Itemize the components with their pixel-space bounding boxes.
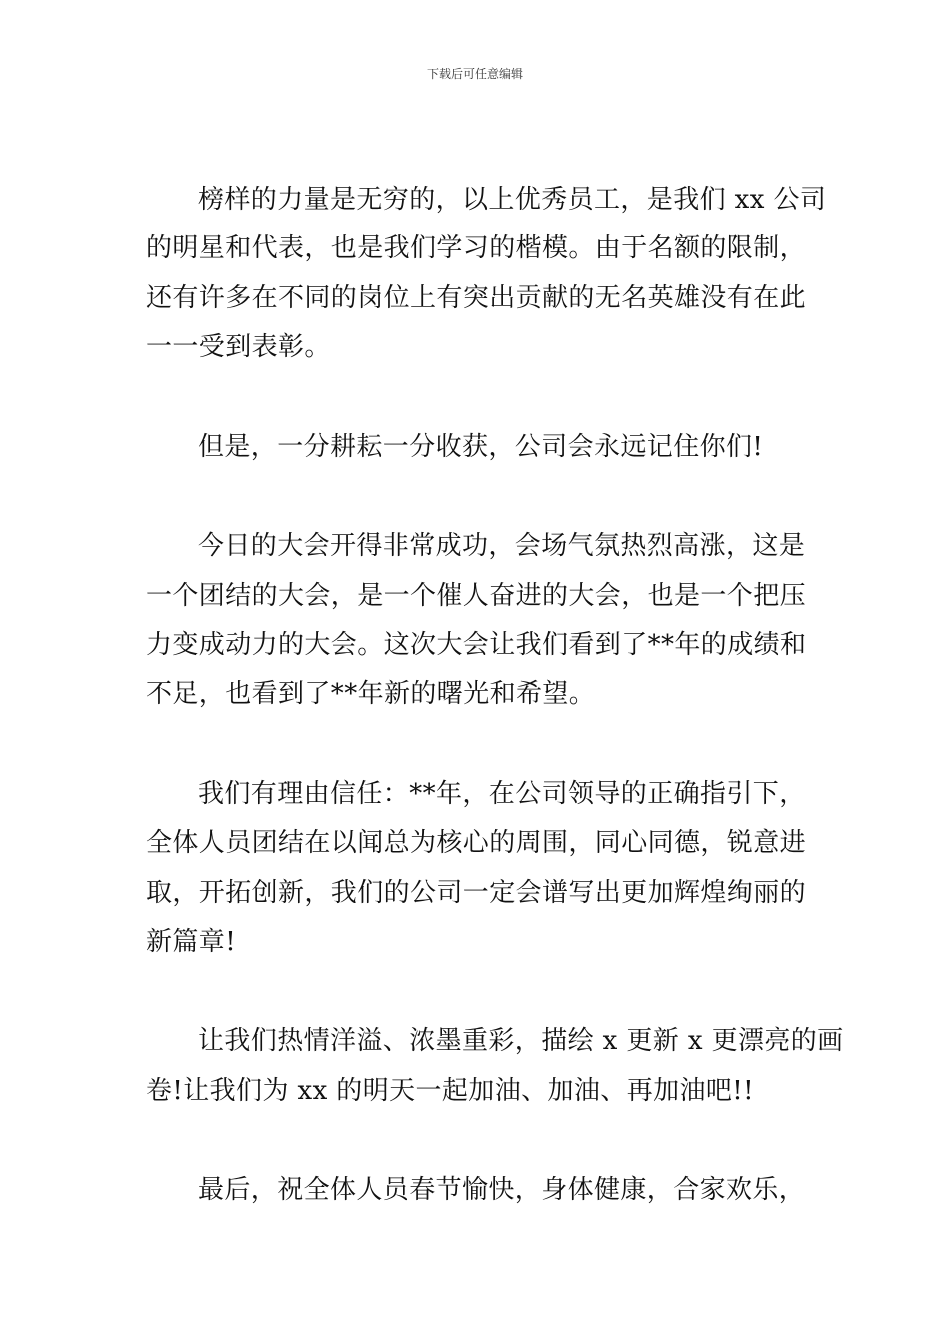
- paragraph-line: 榜样的力量是无穷的，以上优秀员工，是我们 xx 公司: [198, 185, 827, 215]
- paragraph-line: 卷!让我们为 xx 的明天一起加油、加油、再加油吧!!: [146, 1076, 755, 1106]
- paragraph-line: 今日的大会开得非常成功，会场气氛热烈高涨，这是: [198, 531, 806, 561]
- paragraph-line: 我们有理由信任：**年，在公司领导的正确指引下，: [198, 779, 806, 809]
- paragraph-line: 让我们热情洋溢、浓墨重彩，描绘 x 更新 x 更漂亮的画: [198, 1026, 844, 1056]
- paragraph-line: 最后，祝全体人员春节愉快，身体健康，合家欢乐，: [198, 1175, 806, 1205]
- paragraph-line: 力变成动力的大会。这次大会让我们看到了**年的成绩和: [146, 630, 807, 660]
- paragraph-line: 新篇章!: [146, 927, 237, 957]
- paragraph-line: 一一受到表彰。: [146, 332, 331, 362]
- paragraph-line: 不足，也看到了**年新的曙光和希望。: [146, 679, 596, 709]
- paragraph-line: 但是，一分耕耘一分收获，公司会永远记住你们!: [198, 432, 764, 462]
- page-header: 下载后可任意编辑: [426, 67, 523, 81]
- paragraph-line: 全体人员团结在以闻总为核心的周围，同心同德，锐意进: [146, 828, 807, 858]
- paragraph-line: 取，开拓创新，我们的公司一定会谱写出更加辉煌绚丽的: [146, 878, 807, 908]
- paragraph-line: 的明星和代表，也是我们学习的楷模。由于名额的限制，: [146, 233, 807, 263]
- paragraph-line: 还有许多在不同的岗位上有突出贡献的无名英雄没有在此: [146, 283, 807, 313]
- paragraph-line: 一个团结的大会，是一个催人奋进的大会，也是一个把压: [146, 581, 807, 611]
